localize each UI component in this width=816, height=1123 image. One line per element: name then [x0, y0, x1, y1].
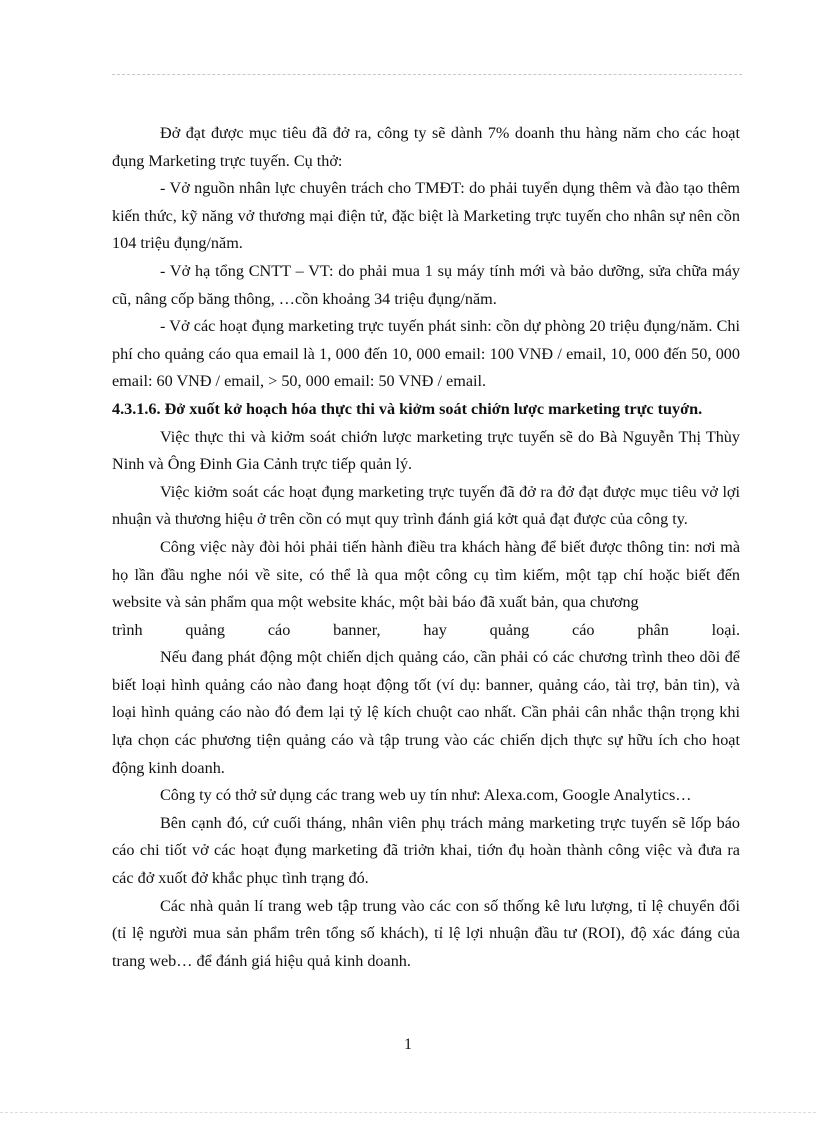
- header-rule: [112, 74, 742, 75]
- paragraph-management: Việc thực thi và kiởm soát chiớn lược marketing trực tuyến sẽ do Bà Nguyễn Thị Thùy Ninh và Ông Đinh Gia Cảnh trực tiếp quản lý.: [112, 427, 740, 474]
- paragraph-marketing-cost: - Vở các hoạt đụng marketing trực tuyến phát sinh: cồn dự phòng 20 triệu đụng/năm. Chi phí cho quảng cáo qua email là 1, 000 đến 10, 000 email: 100 VNĐ / email, 10, 000 đến 50, 000 email: 60 VNĐ / email, > 50, 000 email: 50 VNĐ / email.: [112, 317, 740, 391]
- paragraph-hr-cost: - Vở nguồn nhân lực chuyên trách cho TMĐT: do phải tuyển dụng thêm và đào tạo thêm kiến thức, kỹ năng vở thương mại điện tử, đặc biệt là Marketing trực tuyến cho nhân sự nên cồn 104 triệu đụng/năm.: [112, 179, 740, 253]
- paragraph-survey: Công việc này đòi hỏi phải tiến hành điều tra khách hàng để biết được thông tin: nơi mà họ lần đầu nghe nói về site, có thể là qua một công cụ tìm kiếm, một tạp chí hoặc biết đến website và sản phẩm qua một website khác, một bài báo đã xuất bản, qua chương: [112, 537, 740, 612]
- paragraph-intro: Đở đạt được mục tiêu đã đở ra, công ty sẽ dành 7% doanh thu hàng năm cho các hoạt đụng Marketing trực tuyến. Cụ thở:: [112, 124, 740, 170]
- paragraph-it-cost: - Vở hạ tổng CNTT – VT: do phải mua 1 sụ máy tính mới và bảo dưỡng, sửa chữa máy cũ, nâng cốp băng thông, …cồn khoảng 34 triệu đụng/năm.: [112, 261, 740, 308]
- section-heading: 4.3.1.6. Đở xuốt kở hoạch hóa thực thi và kiởm soát chiớn lược marketing trực tuyớn.: [112, 399, 703, 418]
- paragraph-statistics: Các nhà quản lí trang web tập trung vào các con số thống kê lưu lượng, tỉ lệ chuyển đổi (tỉ lệ người mua sản phẩm trên tổng số khách), tỉ lệ lợi nhuận đầu tư (ROI), độ xác đáng của trang web… để đánh giá hiệu quả kinh doanh.: [112, 896, 740, 970]
- paragraph-campaign: Nếu đang phát động một chiến dịch quảng cáo, cần phải có các chương trình theo dõi để biết loại hình quảng cáo nào đang hoạt động tốt (ví dụ: banner, quảng cáo, tài trợ, bản tin), và loại hình quảng cáo nào đó đem lại tỷ lệ kích chuột cao nhất. Cần phải cân nhắc thận trọng khi lựa chọn các phương tiện quảng cáo và tập trung vào các chiến dịch thực sự hữu ích cho hoạt động kinh doanh.: [112, 648, 740, 777]
- paragraph-control: Việc kiởm soát các hoạt đụng marketing trực tuyến đã đở ra đở đạt được mục tiêu vở lợi nhuận và thương hiệu ở trên cồn có mụt quy trình đánh giá kởt quả đạt được của công ty.: [112, 482, 740, 529]
- footer-rule: [0, 1112, 816, 1113]
- paragraph-tools: Công ty có thở sử dụng các trang web uy tín như: Alexa.com, Google Analytics…: [160, 786, 692, 805]
- paragraph-report: Bên cạnh đó, cứ cuối tháng, nhân viên phụ trách mảng marketing trực tuyến sẽ lốp báo cáo chi tiốt vở các hoạt đụng marketing đã triởn khai, tiớn đụ hoàn thành công việc và đưa ra các đở xuốt đở khắc phục tình trạng đó.: [112, 813, 740, 888]
- document-body: [112, 120, 740, 975]
- page-number: 1: [404, 1036, 412, 1053]
- paragraph-survey-end: trình quảng cáo banner, hay quảng cáo phân loại.: [112, 620, 740, 639]
